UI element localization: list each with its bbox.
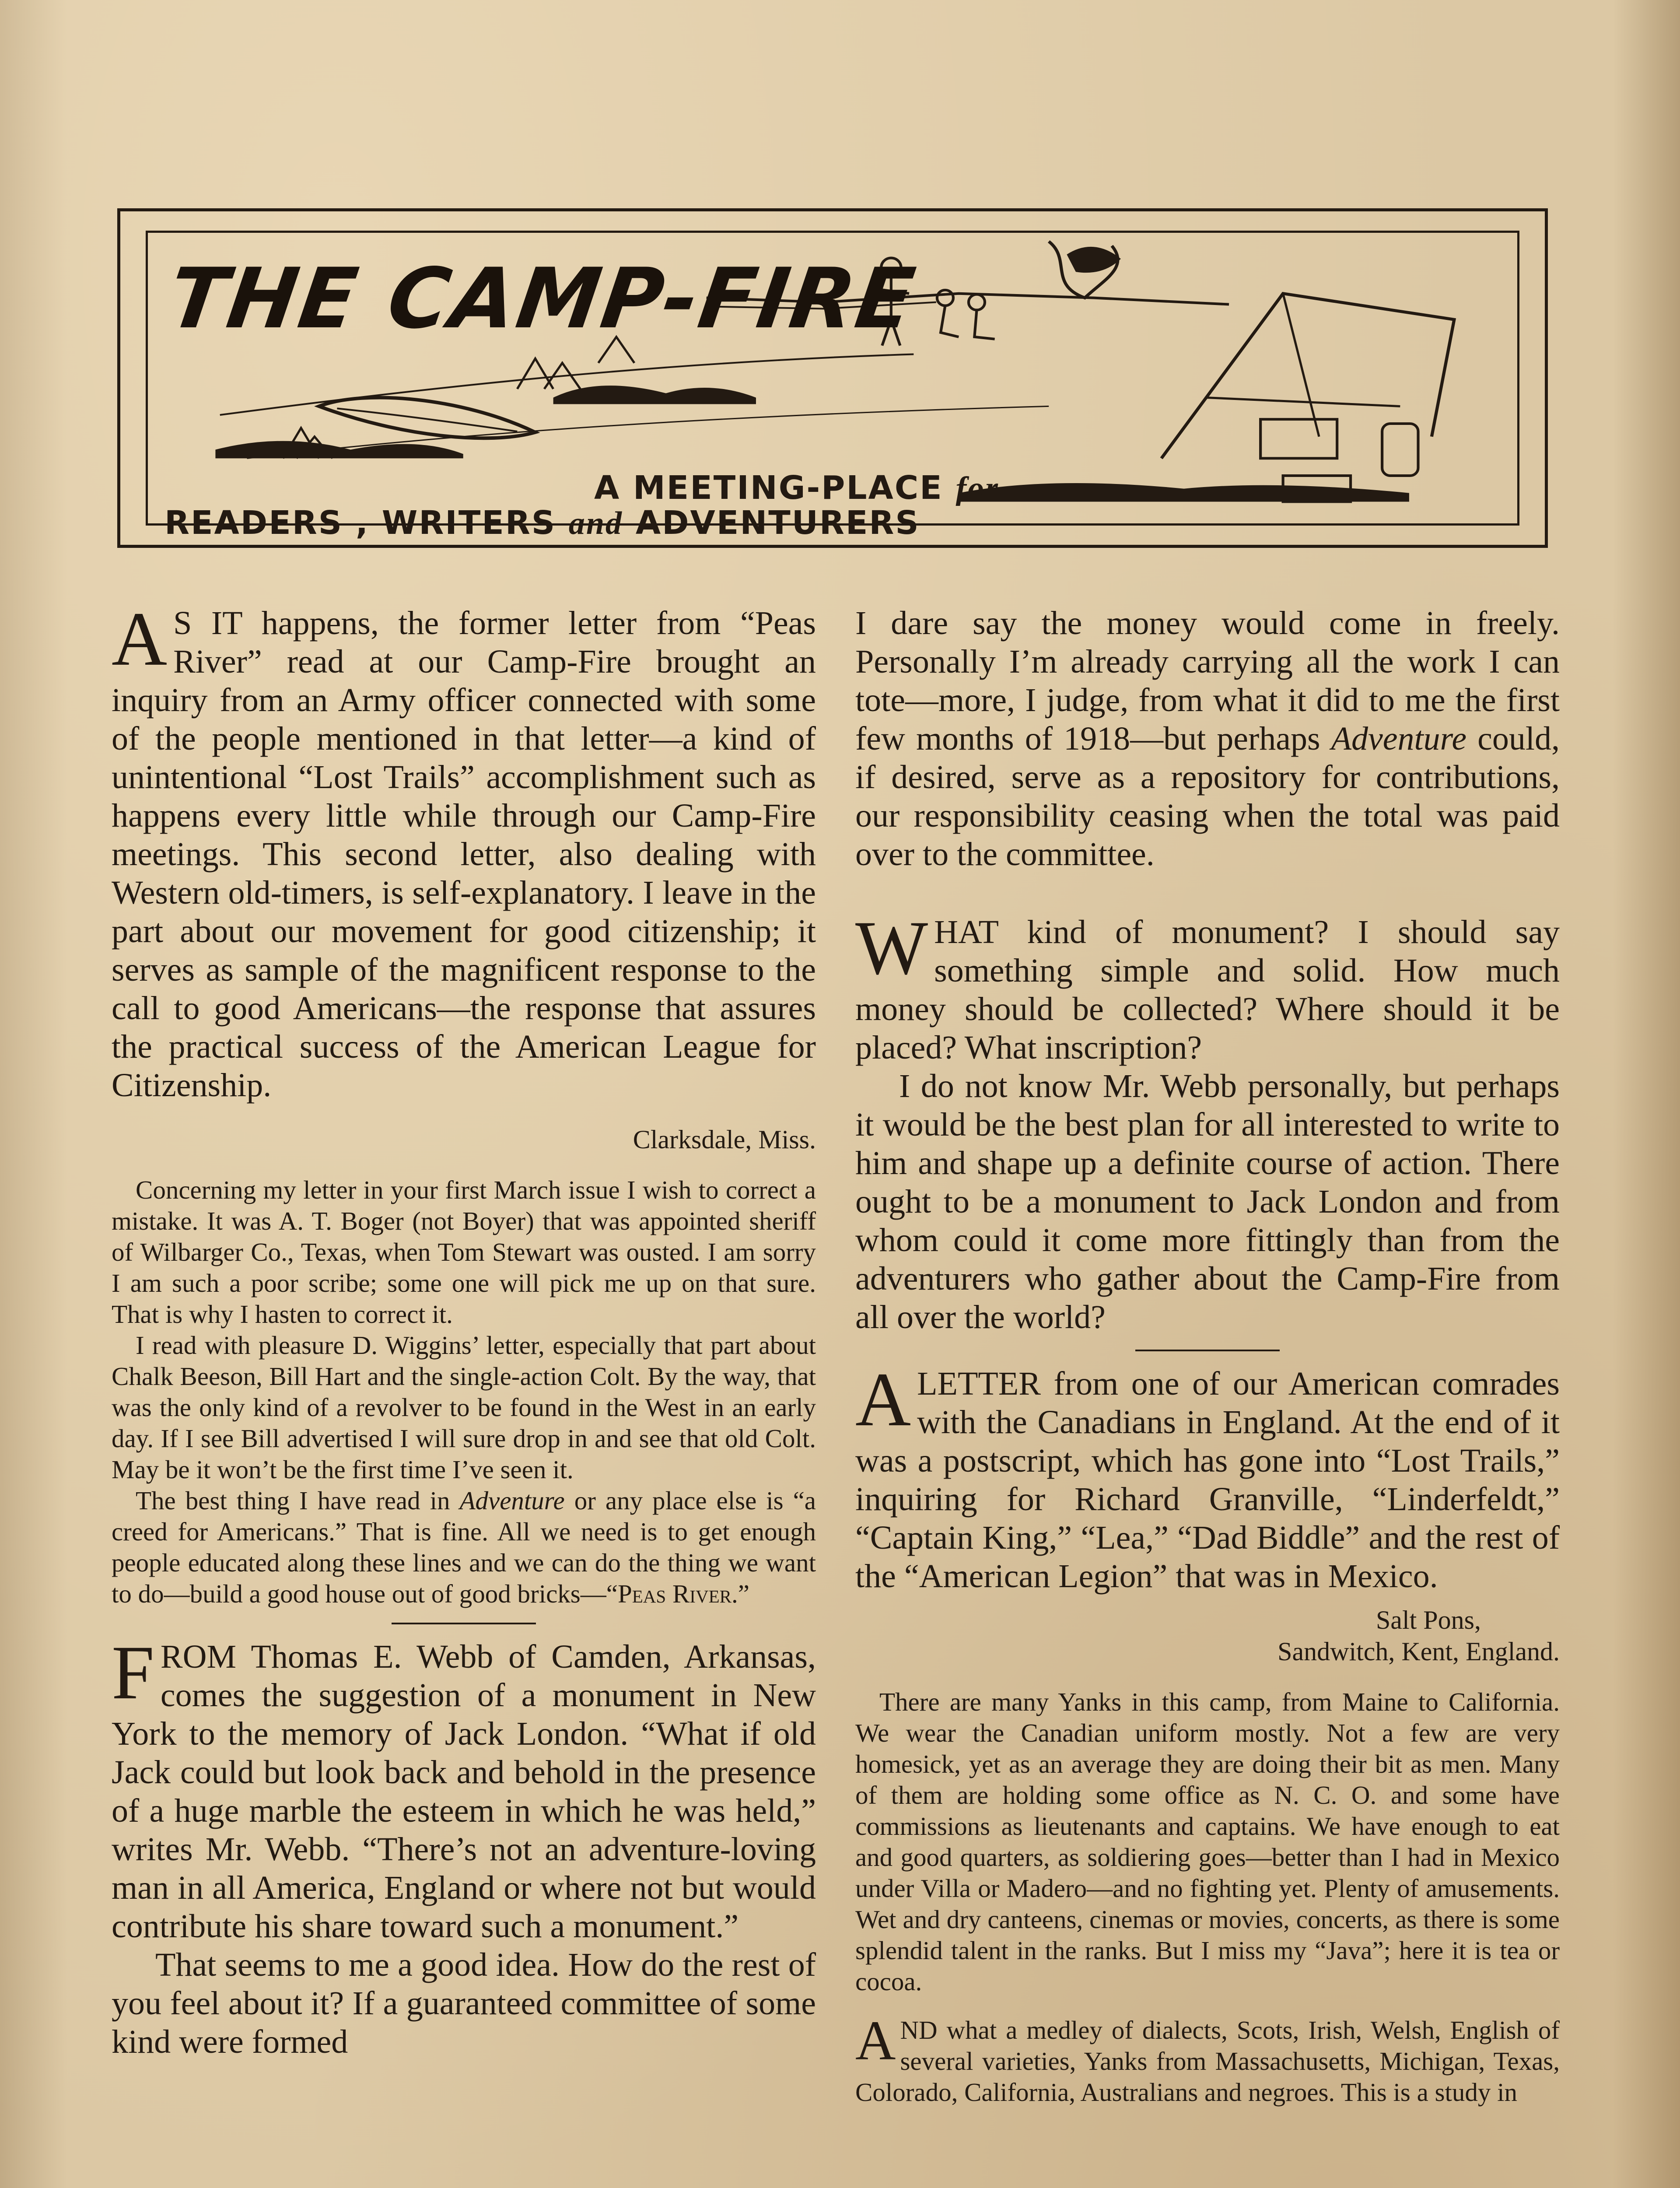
paragraph-continued: I dare say the money would come in freely. Personally I’m already carrying all the work I can tote—more, I judge, from what it did to me the first few months of 1918—but perhaps Adventure could, if desired, serve as a repository for contributions, our responsibility ceasing when the total was paid over to the committee. (855, 605, 1560, 873)
paragraph-canadian-letter: A LETTER from one of our American comrades with the Canadians in England. At the end of it was a postscript, which has gone into “Lost Trails,” inquiring for Richard Granville, “Linderfeldt,” “Captain King,” “Lea,” “Dad Biddle” and the rest of the “American Legion” that was in Mexico. (855, 1357, 1560, 1595)
letter-dateline: Sandwitch, Kent, England. (1278, 1637, 1560, 1666)
drop-cap: A (855, 2009, 896, 2072)
paragraph-webb: FROM Thomas E. Webb of Camden, Arkansas, comes the suggestion of a monument in New York to the memory of Jack London. “What if old Jack could but look back and behold in the presence of a huge marble the esteem in which he was held,” writes Mr. Webb. “There’s not an adventure-loving man in all America, England or where not but would contribute his share toward such a monument.” (112, 1630, 816, 1945)
drop-cap: A (112, 596, 168, 682)
paragraph-intro: A S IT happens, the former letter from “Peas River” read at our Camp-Fire brought an inquiry from an Army officer connected with some of the people mentioned in that letter—a kind of unintentional “Lost Trails” accomplishment such as happens every little while through our Camp-Fire meetings. This second letter, also dealing with Western old-timers, is self-explanatory. I leave in the part about our movement for good citizenship; it serves as sample of the magnificent response to the call to good Americans—the response that assures the practical success of the American League for Citizenship. (112, 596, 816, 1104)
header-title: THE CAMP-FIRE (163, 250, 922, 347)
letter-paragraph: The best thing I have read in Adventure or any place else is “a creed for Americans.” That is fine. All we need is to get enough people educated along these lines and we can do the thing we want to do—build a good house out of good bricks—“Peas River.” (112, 1486, 816, 1608)
letter-dateline: Salt Pons, (1376, 1606, 1481, 1634)
letter-paragraph: AND what a medley of dialects, Scots, Irish, Welsh, English of several varieties, Yanks from Massachusetts, Michigan, Texas, Colorado, California, Australians and negroes. This is a study in (855, 2009, 1560, 2107)
left-column (112, 596, 816, 2061)
letter-paragraph: I read with pleasure D. Wiggins’ letter, especially that part about Chalk Beeson, Bill Hart and the single-action Colt. By the way, that was the only kind of a revolver to be found in the West in an early day. If I see Bill advertised I will sure drop in and see that old Colt. May be it won’t be the first time I’ve seen it. (112, 1331, 816, 1484)
drop-cap: F (112, 1630, 154, 1715)
paragraph-monument: WHAT kind of monument? I should say something simple and solid. How much money should be collected? Where should it be placed? What inscription? (855, 905, 1560, 1066)
letter-dateline: Clarksdale, Miss. (633, 1125, 816, 1154)
header-inner-frame (146, 231, 1519, 542)
header-banner (117, 208, 1548, 548)
paragraph-webb-plan: I do not know Mr. Webb personally, but perhaps it would be the best plan for all interested to write to him and shape up a definite course of action. There ought to be a monument to Jack London and from whom could it come more fittingly than from the adventurers who gather about the Camp-Fire from all over the world? (855, 1068, 1560, 1336)
paragraph-response: That seems to me a good idea. How do the rest of you feel about it? If a guaranteed committee of some kind were formed (112, 1946, 816, 2060)
letter-paragraph: There are many Yanks in this camp, from Maine to California. We wear the Canadian uniform mostly. Not a few are very homesick, yet as an average they are doing their bit as men. Many of them are holding some office as N. C. O. and some have commissions as lieutenants and captains. We have enough to eat and good quarters, as soldiering goes—better than I had in Mexico under Villa or Madero—and no fighting yet. Plenty of amusements. Wet and dry canteens, cinemas or movies, concerts, as there is some splendid talent in the ranks. But I miss my “Java”; here it is tea or cocoa. (855, 1687, 1560, 1996)
section-divider (392, 1623, 536, 1624)
right-column (855, 604, 1560, 2108)
header-subtitle-line1: A MEETING-PLACE for (594, 469, 999, 507)
letter-paragraph: Concerning my letter in your first March issue I wish to correct a mistake. It was A. T. Boger (not Boyer) that was appointed sheriff of Wilbarger Co., Texas, when Tom Stewart was ousted. I am sorry I am such a poor scribe; some one will pick me up on that sure. That is why I hasten to correct it. (112, 1175, 816, 1329)
header-subtitle-line2: READERS , WRITERS and ADVENTURERS (164, 504, 920, 542)
drop-cap: A (855, 1357, 911, 1442)
drop-cap: W (855, 905, 928, 991)
section-divider (1135, 1350, 1280, 1351)
